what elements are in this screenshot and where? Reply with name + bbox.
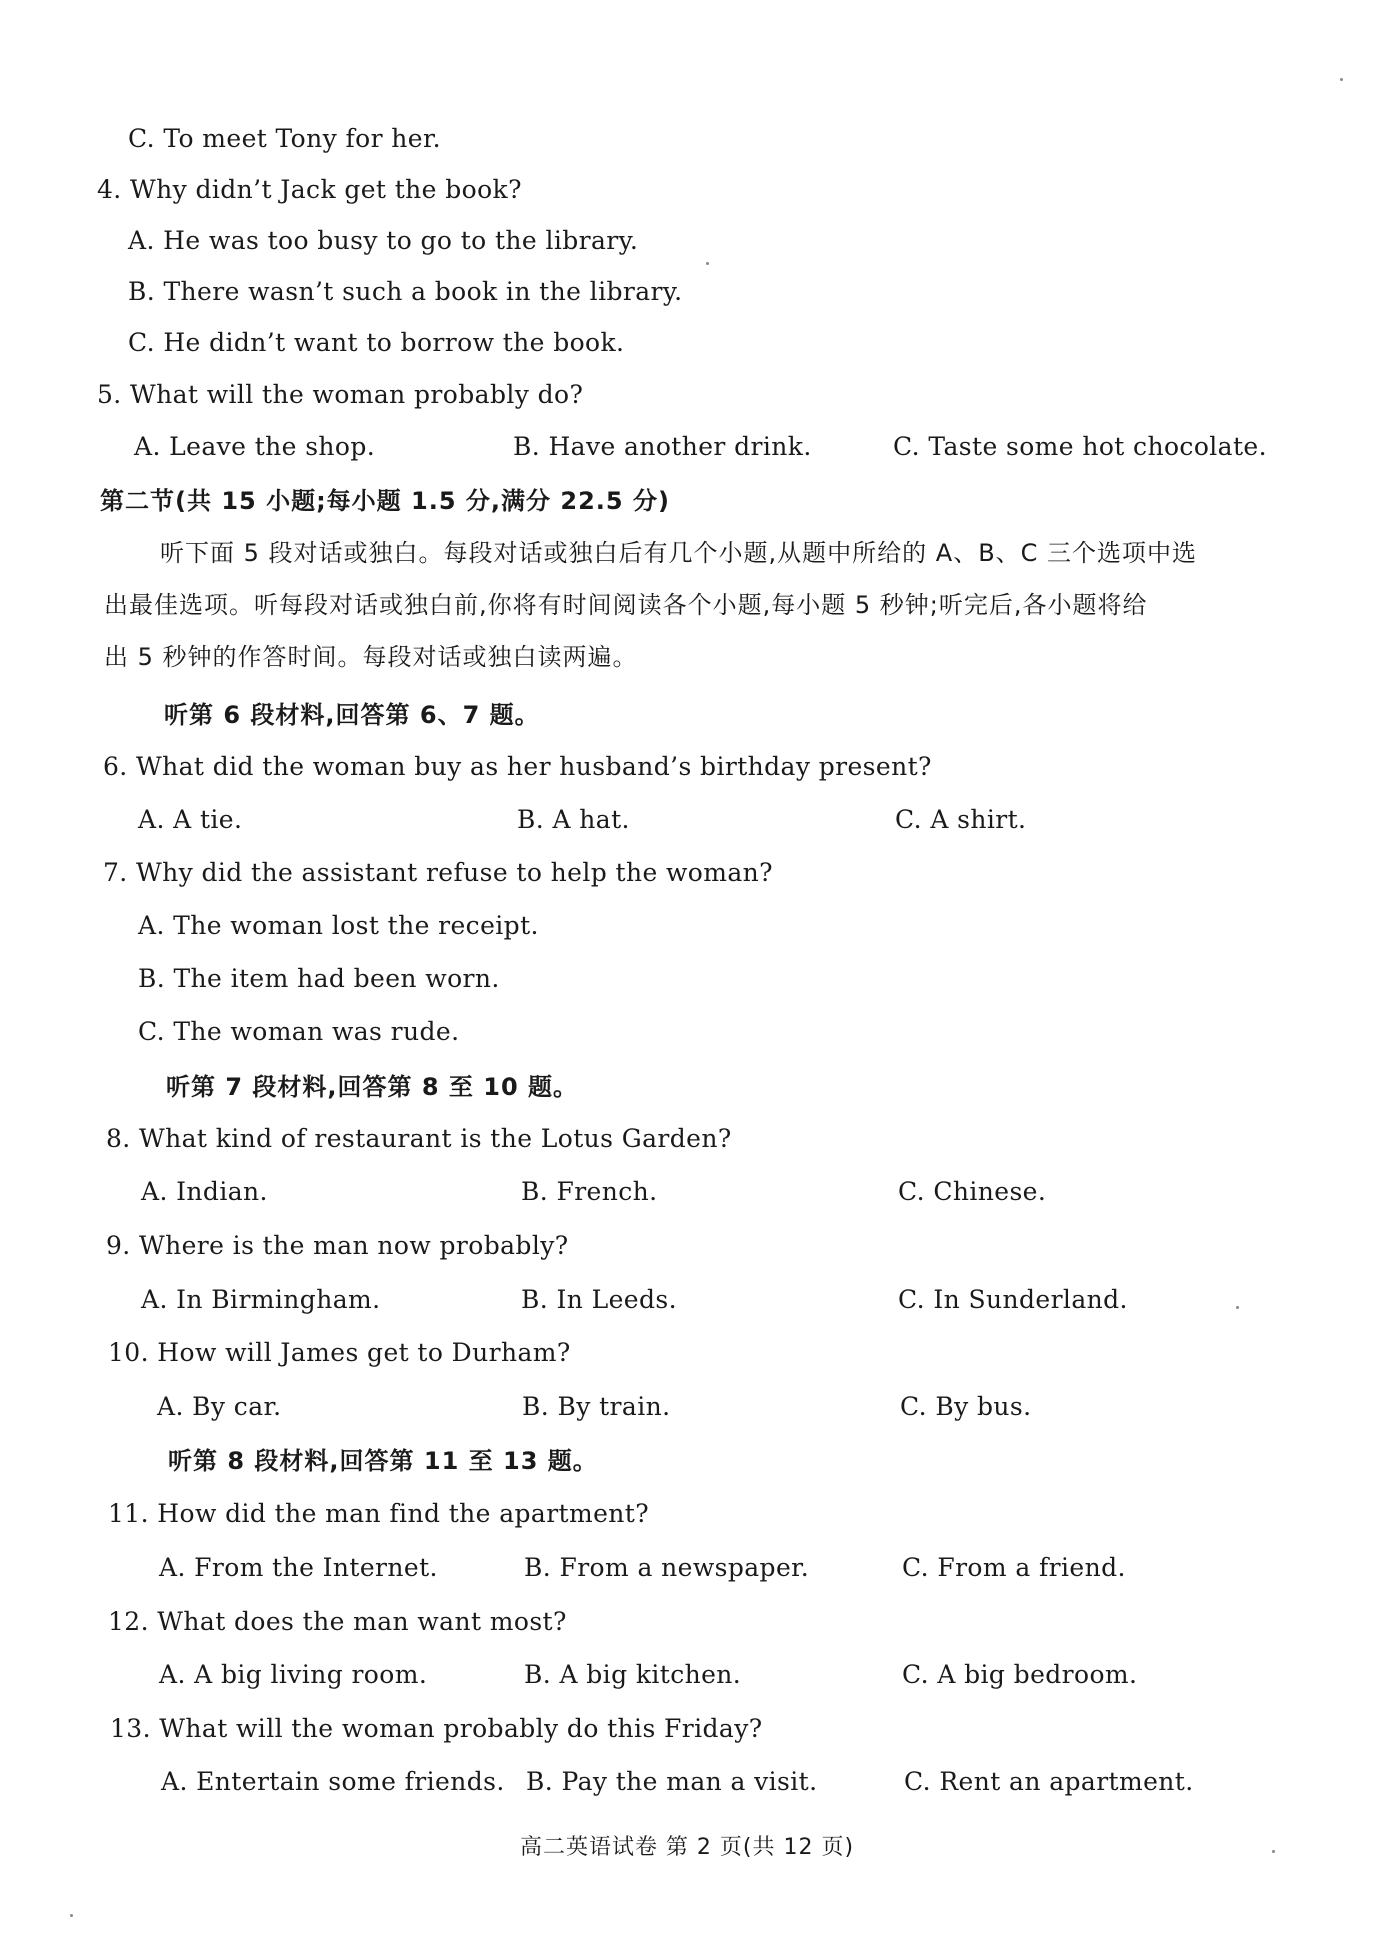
q11-option-a: A. From the Internet. bbox=[159, 1553, 438, 1582]
scan-speck bbox=[1340, 78, 1343, 81]
scan-speck bbox=[706, 262, 709, 265]
q9-option-b: B. In Leeds. bbox=[521, 1285, 677, 1314]
q6-options bbox=[0, 805, 1374, 835]
scan-speck bbox=[1236, 1306, 1239, 1309]
q7-option-b: B. The item had been worn. bbox=[138, 964, 500, 993]
q5-option-b: B. Have another drink. bbox=[513, 432, 812, 461]
material-6-label: 听第 6 段材料,回答第 6、7 题。 bbox=[164, 701, 540, 729]
q10-question: 10. How will James get to Durham? bbox=[108, 1338, 571, 1367]
q5-option-a: A. Leave the shop. bbox=[134, 432, 376, 461]
scan-speck bbox=[1272, 1850, 1275, 1853]
scan-speck bbox=[70, 1914, 73, 1917]
section-instructions-line2: 出最佳选项。听每段对话或独白前,你将有时间阅读各个小题,每小题 5 秒钟;听完后,各小题将给 bbox=[104, 591, 1148, 619]
q13-question: 13. What will the woman probably do this Friday? bbox=[110, 1714, 763, 1743]
q8-option-c: C. Chinese. bbox=[898, 1177, 1047, 1206]
q5-option-c: C. Taste some hot chocolate. bbox=[893, 432, 1267, 461]
q10-option-b: B. By train. bbox=[522, 1392, 671, 1421]
q11-options bbox=[0, 1553, 1374, 1583]
q6-option-b: B. A hat. bbox=[517, 805, 630, 834]
q12-options bbox=[0, 1660, 1374, 1690]
q8-option-b: B. French. bbox=[521, 1177, 658, 1206]
q12-option-b: B. A big kitchen. bbox=[524, 1660, 742, 1689]
q8-option-a: A. Indian. bbox=[141, 1177, 268, 1206]
q10-option-a: A. By car. bbox=[157, 1392, 282, 1421]
section-heading: 第二节(共 15 小题;每小题 1.5 分,满分 22.5 分) bbox=[100, 487, 670, 515]
q6-option-c: C. A shirt. bbox=[895, 805, 1027, 834]
section-instructions-line1: 听下面 5 段对话或独白。每段对话或独白后有几个小题,从题中所给的 A、B、C 三个选项中选 bbox=[160, 539, 1198, 567]
section-instructions-line3: 出 5 秒钟的作答时间。每段对话或独白读两遍。 bbox=[104, 643, 638, 671]
q9-option-c: C. In Sunderland. bbox=[898, 1285, 1128, 1314]
q12-question: 12. What does the man want most? bbox=[108, 1607, 567, 1636]
q4-option-b: B. There wasn’t such a book in the library. bbox=[128, 277, 683, 306]
q13-option-b: B. Pay the man a visit. bbox=[526, 1767, 818, 1796]
q13-option-a: A. Entertain some friends. bbox=[161, 1767, 505, 1796]
q11-option-b: B. From a newspaper. bbox=[524, 1553, 810, 1582]
q13-option-c: C. Rent an apartment. bbox=[904, 1767, 1194, 1796]
q7-option-c: C. The woman was rude. bbox=[138, 1017, 460, 1046]
q4-option-c: C. He didn’t want to borrow the book. bbox=[128, 328, 625, 357]
q5-question: 5. What will the woman probably do? bbox=[97, 380, 584, 409]
q12-option-a: A. A big living room. bbox=[159, 1660, 428, 1689]
q9-question: 9. Where is the man now probably? bbox=[106, 1231, 569, 1260]
material-8-label: 听第 8 段材料,回答第 11 至 13 题。 bbox=[168, 1447, 598, 1475]
q8-question: 8. What kind of restaurant is the Lotus Garden? bbox=[106, 1124, 732, 1153]
q4-option-a: A. He was too busy to go to the library. bbox=[128, 226, 639, 255]
q9-option-a: A. In Birmingham. bbox=[141, 1285, 381, 1314]
q5-options bbox=[0, 432, 1374, 462]
q9-options bbox=[0, 1285, 1374, 1315]
q10-option-c: C. By bus. bbox=[900, 1392, 1032, 1421]
q7-question: 7. Why did the assistant refuse to help the woman? bbox=[103, 858, 773, 887]
q11-question: 11. How did the man find the apartment? bbox=[108, 1499, 650, 1528]
material-7-label: 听第 7 段材料,回答第 8 至 10 题。 bbox=[166, 1073, 579, 1101]
q4-question: 4. Why didn’t Jack get the book? bbox=[97, 175, 522, 204]
q13-options-row bbox=[0, 1767, 1374, 1797]
q6-option-a: A. A tie. bbox=[138, 805, 243, 834]
q10-options bbox=[0, 1392, 1374, 1422]
page-footer: 高二英语试卷 第 2 页(共 12 页) bbox=[519, 1835, 855, 1860]
q7-option-a: A. The woman lost the receipt. bbox=[138, 911, 539, 940]
q11-option-c: C. From a friend. bbox=[902, 1553, 1126, 1582]
q12-option-c: C. A big bedroom. bbox=[902, 1660, 1138, 1689]
q3-option-c: C. To meet Tony for her. bbox=[128, 124, 441, 153]
q6-question: 6. What did the woman buy as her husband’s birthday present? bbox=[103, 752, 932, 781]
q8-options bbox=[0, 1177, 1374, 1207]
